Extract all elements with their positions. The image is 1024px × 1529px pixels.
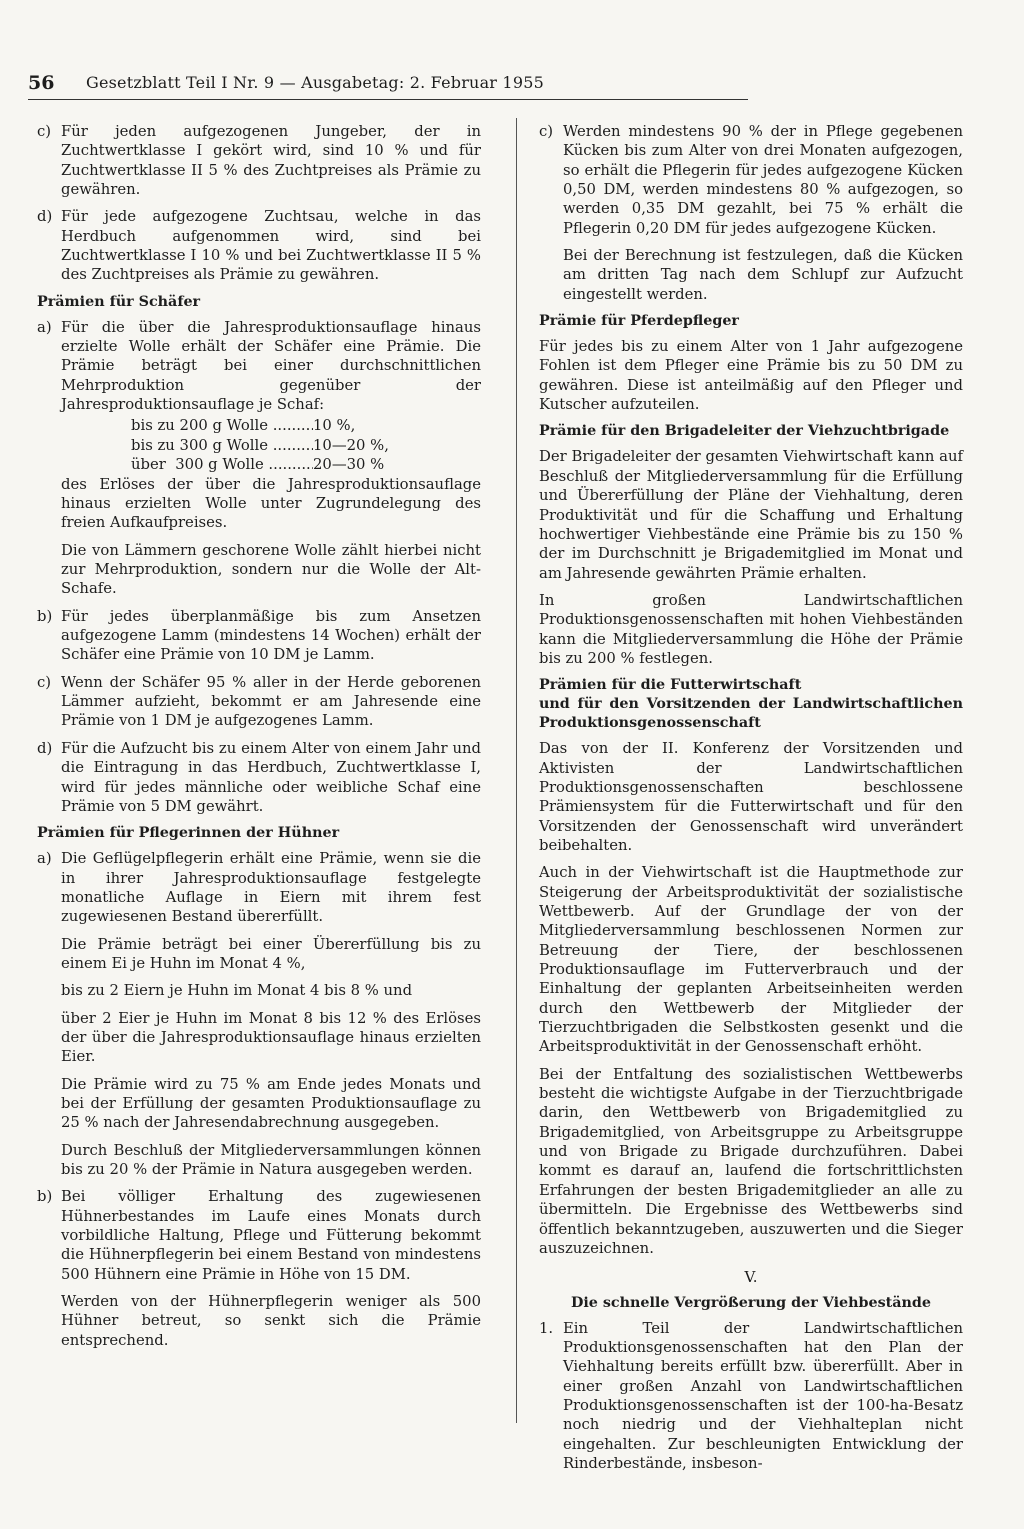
item-text: Für jede aufgezogene Zuchtsau, welche in das Herdbuch aufgenommen wird, sind bei Zuchtwertklasse I 10 % und bei Zuchtwertklasse II 5 % des Zuchtpreises als Prämie zu gewähren. <box>61 208 481 284</box>
left-column <box>37 122 481 1358</box>
section-heading-brigadeleiter: Prämie für den Brigadeleiter der Viehzuchtbrigade <box>539 423 950 440</box>
wool-rate-table <box>61 416 481 474</box>
huehner-item-b <box>37 1187 481 1350</box>
paragraph: Bei der Entfaltung des sozialistischen Wettbewerbs besteht die wichtigste Aufgabe in der Tierzuchtbrigade darin, den Wettbewerb von Brigademitglied zu Brigademitglied, von Arbeitsgruppe zu Arbeitsgruppe und von Brigade zu Brigade durchzuführen. Dabei kommt es darauf an, laufend die fortschrittlichsten Erfahrungen der besten Brigademitglieder an alle zu übermitteln. Die Ergebnisse des Wettbewerbs sind öffentlich bekanntzugeben, auszuwerten und die Sieger auszuzeichnen. <box>539 1065 963 1257</box>
item-text: Bei völliger Erhaltung des zugewiesenen Hühnerbestandes im Laufe eines Monats durch vorbildliche Haltung, Pflege und Fütterung bekommt die Hühnerpflegerin bei einem Bestand von mindestens 500 Hühnern eine Prämie in Höhe von 15 DM. <box>61 1188 481 1283</box>
item-label: b) <box>37 1188 53 1206</box>
item-paragraph: Die Prämie beträgt bei einer Übererfüllung bis zu einem Ei je Huhn im Monat 4 %, <box>61 935 481 972</box>
schaefer-item-b <box>37 607 481 665</box>
paragraph: Auch in der Viehwirtschaft ist die Hauptmethode zur Steigerung der Arbeitsproduktivität der sozialistische Wettbewerb. Auf der Grundlage der von der Mitgliederversammlung beschlossenen Normen zur Betreuung der Tiere, der beschlossenen Produktionsauflage im Futterverbrauch und der Einhaltung der geplanten Arbeitseinheiten werden durch den Wettbewerb der Mitglieder der Tierzuchtbrigaden die Selbstkosten gesenkt und die Arbeitsproduktivität in der Genossenschaft erhöht. <box>539 864 963 1056</box>
rate-row <box>61 416 481 435</box>
page-number: 56 <box>28 72 55 94</box>
item-text: Für jeden aufgezogenen Jungeber, der in Zuchtwertklasse I gekört wird, sind 10 % und für Zuchtwertklasse II 5 % des Zuchtpreises als Prämie zu gewähren. <box>61 123 481 199</box>
page-header <box>28 72 748 98</box>
column-divider <box>516 118 517 1423</box>
paragraph: Für jedes bis zu einem Alter von 1 Jahr aufgezogene Fohlen ist dem Pfleger eine Prämie bis zu 50 DM zu gewähren. Diese ist anteilmäßig auf den Pfleger und Kutscher aufzuteilen. <box>539 338 963 414</box>
item-label: a) <box>37 850 52 868</box>
paragraph: Das von der II. Konferenz der Vorsitzenden und Aktivisten der Landwirtschaftlichen Produktionsgenossenschaften beschlossene Prämiensystem für die Futterwirtschaft und für den Vorsitzenden der Genossenschaft wird unverändert beibehalten. <box>539 740 963 854</box>
item-note: Die von Lämmern geschorene Wolle zählt hierbei nicht zur Mehrproduktion, sondern nur die Wolle der Alt-Schafe. <box>61 541 481 598</box>
rate-label: bis zu 200 g Wolle ..... <box>131 416 313 435</box>
kuecken-item-c <box>539 122 963 304</box>
header-title: Gesetzblatt Teil I Nr. 9 — Ausgabetag: 2. Februar 1955 <box>86 73 544 92</box>
item-paragraph: Durch Beschluß der Mitgliederversammlungen können bis zu 20 % der Prämie in Natura ausgegeben werden. <box>61 1141 481 1178</box>
list-item-d <box>37 207 481 284</box>
section-heading-viehbestaende: Die schnelle Vergrößerung der Viehbestände <box>570 1294 932 1311</box>
item-text: Ein Teil der Landwirtschaftlichen Produktionsgenossenschaften hat den Plan der Viehhaltung bereits erfüllt bzw. übererfüllt. Aber in einer großen Anzahl von Landwirtschaftlichen Produktionsgenossenschaften ist der 100-ha-Besatz noch niedrig und der Viehhalteplan nicht eingehalten. Zur beschleunigten Entwicklung der Rinderbestände, insbeson- <box>563 1319 963 1472</box>
schaefer-item-c <box>37 673 481 731</box>
item-paragraph: bis zu 2 Eiern je Huhn im Monat 4 bis 8 % und <box>61 982 413 1000</box>
paragraph: Der Brigadeleiter der gesamten Viehwirtschaft kann auf Beschluß der Mitgliederversammlung für die Erfüllung und Übererfüllung der Pläne der Viehhaltung, deren Produktivität und für die Schaffung und Erhaltung hochwertiger Viehbestände eine Prämie bis zu 150 % der im Durchschnitt je Brigademitglied im Monat und am Jahresende gewährten Prämie erhalten. <box>539 448 963 582</box>
item-paragraph: Werden von der Hühnerpflegerin weniger als 500 Hühner betreut, so senkt sich die Prämie entsprechend. <box>61 1293 481 1349</box>
item-text: Für die über die Jahresproduktionsauflage hinaus erzielte Wolle erhält der Schäfer eine Prämie. Die Prämie beträgt bei einer durchschnittlichen Mehrproduktion gegenüber der Jahresproduktionsauflage je Schaf: <box>61 318 481 414</box>
rate-label: bis zu 300 g Wolle ..... <box>131 436 313 455</box>
item-text: Für jedes überplanmäßige bis zum Ansetzen aufgezogene Lamm (mindestens 14 Wochen) erhält der Schäfer eine Prämie von 10 DM je Lamm. <box>61 607 481 664</box>
item-paragraph: Die Prämie wird zu 75 % am Ende jedes Monats und bei der Erfüllung der gesamten Produktionsauflage zu 25 % nach der Jahresendabrechnung ausgegeben. <box>61 1075 481 1132</box>
section-heading-schaefer: Prämien für Schäfer <box>37 293 201 310</box>
item-paragraph: über 2 Eier je Huhn im Monat 8 bis 12 % des Erlöses der über die Jahresproduktionsauflage hinaus erzielten Eier. <box>61 1009 481 1066</box>
item-label: d) <box>37 208 53 226</box>
list-item-c <box>37 122 481 199</box>
item-text: Die Geflügelpflegerin erhält eine Prämie, wenn sie die in ihrer Jahresproduktionsauflage festgelegte monatliche Auflage in Eiern mit ihrem fest zugewiesenen Bestand übererfüllt. <box>61 850 481 926</box>
section-heading-futterwirtschaft: Prämien für die Futterwirtschaft <box>539 677 802 694</box>
item-text: Für die Aufzucht bis zu einem Alter von einem Jahr und die Eintragung in das Herdbuch, Zuchtwertklasse I, wird für jedes männliche oder weibliche Schaf eine Prämie von 5 DM gewährt. <box>61 739 481 815</box>
item-label: c) <box>37 123 52 140</box>
section-heading-huehner: Prämien für Pflegerinnen der Hühner <box>37 825 340 842</box>
schaefer-item-d <box>37 739 481 816</box>
section-numeral: V. <box>744 1268 758 1287</box>
item-text: Werden mindestens 90 % der in Pflege gegebenen Kücken bis zum Alter von drei Monaten aufgezogen, so erhält die Pflegerin für jedes aufgezogene Kücken 0,50 DM, werden mindestens 80 % aufgezogen, so werden 0,35 DM gezahlt, bei 75 % erhält die Pflegerin 0,20 DM für jedes aufgezogene Kücken. <box>563 123 963 237</box>
item-label: a) <box>37 318 52 336</box>
item-paragraph: Bei der Berechnung ist festzulegen, daß die Kücken am dritten Tag nach dem Schlupf zur Aufzucht eingestellt werden. <box>563 247 963 303</box>
rate-value: 10—20 %, <box>313 436 389 454</box>
rate-row <box>61 436 481 455</box>
numbered-item-1 <box>539 1319 963 1474</box>
item-label: b) <box>37 607 53 625</box>
paragraph: In großen Landwirtschaftlichen Produktionsgenossenschaften mit hohen Viehbeständen kann die Mitgliederversammlung die Höhe der Prämie bis zu 200 % festlegen. <box>539 591 963 667</box>
item-label: 1. <box>539 1319 554 1337</box>
item-label: c) <box>539 123 554 140</box>
rate-value: 10 %, <box>313 417 356 435</box>
right-column <box>539 122 963 1481</box>
item-label: c) <box>37 673 52 691</box>
rate-label: über 300 g Wolle ..... <box>131 455 313 474</box>
section-heading-pferdepfleger: Prämie für Pferdepfleger <box>539 313 739 330</box>
rate-value: 20—30 % <box>313 456 385 474</box>
item-text: Wenn der Schäfer 95 % aller in der Herde geborenen Lämmer aufzieht, bekommt er am Jahresende eine Prämie von 1 DM je aufgezogenes Lamm. <box>61 673 481 730</box>
item-text: des Erlöses der über die Jahresproduktionsauflage hinaus erzielten Wolle unter Zugrundelegung des freien Aufkaufpreises. <box>61 475 481 532</box>
section-heading-futterwirtschaft-sub: und für den Vorsitzenden der Landwirtschaftlichen Produktionsgenossenschaft <box>539 696 963 732</box>
huehner-item-a <box>37 849 481 1179</box>
schaefer-item-a <box>37 318 481 599</box>
header-rule <box>28 99 748 100</box>
rate-row <box>61 455 481 474</box>
item-label: d) <box>37 739 53 757</box>
